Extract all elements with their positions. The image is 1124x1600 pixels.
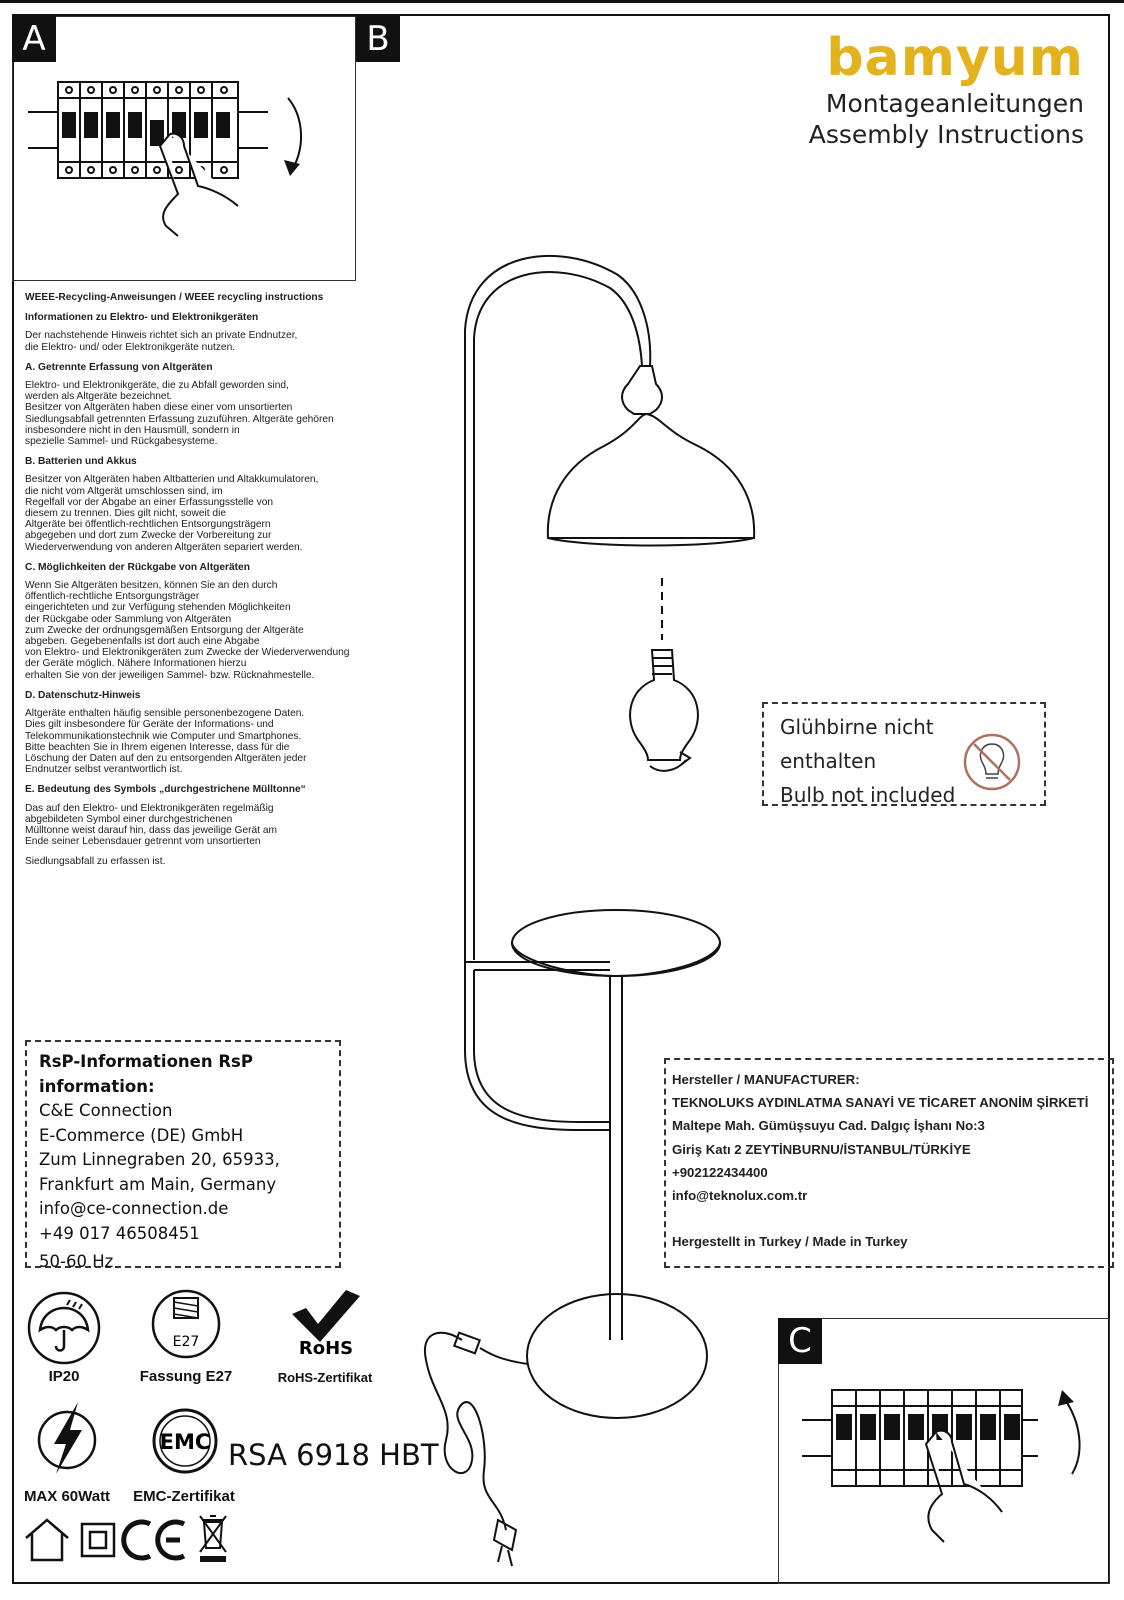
ip20-umbrella-icon [26, 1290, 102, 1366]
double-insulation-icon [80, 1522, 116, 1558]
model-number: RSA 6918 HBT [228, 1438, 439, 1472]
rohs-label: RoHS-Zertifikat [277, 1370, 373, 1385]
weee-intro: Der nachstehende Hinweis richtet sich an private Endnutzer, die Elektro- und/ oder Elektronikgeräte nutzen. [25, 330, 298, 353]
weee-section-text: Das auf den Elektro- und Elektronikgeräten regelmäßig abgebildeten Symbol einer durchgestrichenen Mülltonne weist darauf hin, dass das jeweilige Gerät am Ende seiner Lebensdauer getrennt vom unsortierten [25, 802, 277, 848]
weee-section-text: Elektro- und Elektronikgeräte, die zu Abfall geworden sind, werden als Altgeräte bezeichnet. Besitzer von Altgeräten haben diese einer vom unsortierten Siedlungsabfall getrennten Erfassung zuzuführen. Altgeräte gehören insbesondere nicht in den Hausmüll, sondern in spezielle Sammel- und Rückgabesysteme. [25, 380, 334, 448]
no-bulb-icon [962, 732, 1022, 792]
rsp-email: info@ce-connection.de [39, 1199, 229, 1218]
brand-logo: bamyum [826, 28, 1084, 88]
emc-label: EMC-Zertifikat [133, 1488, 235, 1505]
weee-section-heading: E. Bedeutung des Symbols „durchgestrichene Mülltonne“ [25, 784, 306, 796]
e27-socket-icon [150, 1288, 222, 1360]
manufacturer-line: Giriş Katı 2 ZEYTİNBURNU/İSTANBUL/TÜRKİYE [672, 1141, 971, 1157]
panel-c-label: C [778, 1318, 822, 1364]
panel-a-label: A [12, 16, 56, 62]
indoor-use-house-icon [22, 1516, 72, 1562]
bulb-note-de: Glühbirne nicht enthalten [780, 715, 934, 773]
brand-subtitle-en: Assembly Instructions [808, 120, 1084, 149]
rsp-line: Frankfurt am Main, Germany [39, 1174, 277, 1194]
bulb-not-included-note [762, 702, 1046, 806]
max-power-bolt-icon [34, 1400, 100, 1476]
weee-section-text: Wenn Sie Altgeräten besitzen, können Sie an den durch öffentlich-rechtliche Entsorgungsträger eingerichteten und zur Verfügung stehenden Möglichkeiten der Rückgabe oder Sammlung von Altgeräten zum Zwecke der ordnungsgemäßen Entsorgung der Altgeräte abgeben. Gegebenenfalls ist dort auch eine Abgabe von Elektro- und Elektronikgeräten zum Zwecke der Wiederverwendung der Geräte möglich. Nähere Informationen hierzu erhalten Sie von der jeweiligen Sammel- bzw. Rücknahmestelle. [25, 580, 350, 681]
rohs-check-icon [284, 1286, 368, 1359]
weee-section-text: Besitzer von Altgeräten haben Altbatterien und Altakkumulatoren, die nicht vom Altgerät umschlossen sind, im Regelfall vor der Abgabe an einer Erfassungsstelle von diesem zu trennen. Dies gilt nicht, soweit die Altgeräte bei öffentlich-rechtlichen Entsorgungsträgern abgegeben und dort zum Zwecke der Vorbereitung zur Wiederverwendung von anderen Altgeräten separiert werden. [25, 474, 319, 553]
panel-b-label: B [356, 16, 400, 62]
rsp-line: E-Commerce (DE) GmbH [39, 1125, 244, 1145]
weee-closing: Siedlungsabfall zu erfassen ist. [25, 856, 166, 868]
rsp-frequency: 50-60 Hz [39, 1252, 114, 1271]
manufacturer-line: TEKNOLUKS AYDINLATMA SANAYİ VE TİCARET ANONİM ŞİRKETİ [672, 1095, 1089, 1111]
weee-title: WEEE-Recycling-Anweisungen / WEEE recycling instructions [25, 292, 324, 303]
emc-icon [150, 1408, 220, 1474]
rsp-information-box [25, 1040, 341, 1271]
ce-mark-icon [122, 1518, 188, 1562]
rsp-title: RsP-Informationen RsP information: [39, 1052, 253, 1096]
weee-subtitle: Informationen zu Elektro- und Elektronikgeräten [25, 312, 259, 324]
crossed-bin-icon [196, 1512, 230, 1564]
power-label: MAX 60Watt [23, 1488, 111, 1505]
manufacturer-line: Maltepe Mah. Gümüşsuyu Cad. Dalgıç İşhanı No:3 [672, 1118, 985, 1134]
weee-section-text: Altgeräte enthalten häufig sensible personenbezogene Daten. Dies gilt insbesondere für Geräte der Informations- und Telekommunikationstechnik wie Computer und Smartphones. Bitte beachten Sie in Ihrem eigenen Interesse, dass für die Löschung der Daten auf den zu entsorgenden Altgeräten jeder Endnutzer selbst verantwortlich ist. [25, 708, 307, 776]
rsp-phone: +49 017 46508451 [39, 1223, 200, 1243]
socket-label: Fassung E27 [139, 1368, 233, 1385]
rsp-line: Zum Linnegraben 20, 65933, [39, 1150, 280, 1169]
manufacturer-email: info@teknolux.com.tr [672, 1188, 808, 1204]
rohs-text: RoHS [298, 1338, 354, 1359]
manufacturer-phone: +902122434400 [672, 1164, 768, 1180]
weee-section-heading: A. Getrennte Erfassung von Altgeräten [25, 361, 213, 373]
emc-text: EMC [159, 1430, 211, 1454]
manufacturer-made-in: Hergestellt in Turkey / Made in Turkey [672, 1234, 908, 1250]
manufacturer-title: Hersteller / MANUFACTURER: [672, 1072, 860, 1087]
ip20-label: IP20 [48, 1368, 80, 1385]
rsp-line: C&E Connection [39, 1101, 173, 1120]
e27-socket-text: E27 [172, 1334, 200, 1350]
weee-section-heading: B. Batterien und Akkus [25, 456, 137, 468]
breaker-switch-on-illustration [802, 1384, 1092, 1564]
weee-section-heading: D. Datenschutz-Hinweis [25, 689, 141, 701]
manufacturer-box [664, 1058, 1114, 1268]
weee-section-heading: C. Möglichkeiten der Rückgabe von Altgeräten [25, 561, 250, 573]
bulb-note-en: Bulb not included [780, 783, 956, 807]
brand-subtitle-de: Montageanleitungen [825, 89, 1084, 118]
